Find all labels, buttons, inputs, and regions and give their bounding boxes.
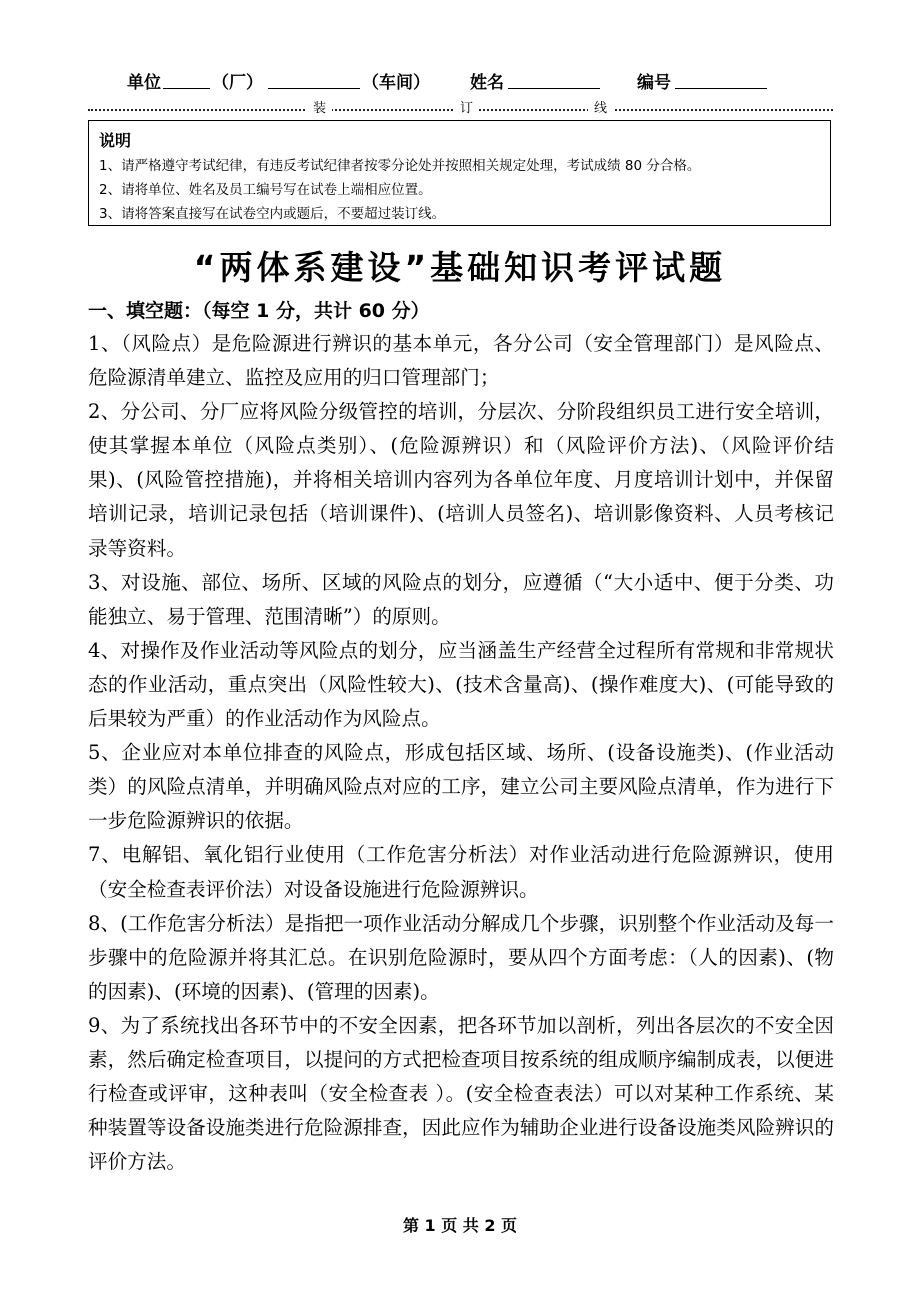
page-number: 第 1 页 共 2 页: [402, 1216, 518, 1235]
factory-label: （厂）: [212, 73, 263, 93]
question-item: 8、(工作危害分析法）是指把一项作业活动分解成几个步骤，识别整个作业活动及每一步骤中的危险源并将其汇总。在识别危险源时，要从四个方面考虑：（人的因素)、(物的因素)、(环境的因素)、(管理的因素)。: [88, 911, 834, 1003]
factory-blank[interactable]: [268, 88, 360, 89]
question-item: 3、对设施、部位、场所、区域的风险点的划分，应遵循（“大小适中、便于分类、功能独立、易于管理、范围清晰”）的原则。: [88, 570, 834, 628]
instruction-item: 2、请将单位、姓名及员工编号写在试卷上端相应位置。: [99, 182, 432, 198]
instructions-title: 说明: [99, 131, 132, 150]
instructions-box: [88, 120, 831, 226]
question-item: 9、为了系统找出各环节中的不安全因素，把各环节加以剖析，列出各层次的不安全因素，然后确定检查项目，以提问的方式把检查项目按系统的组成顺序编制成表，以便进行检查或评审，这种表叫（安全检查表 ）。(安全检查表法）可以对某种工作系统、某种装置等设备设施类进行危险源排查，因此应作为辅助企业进行设备设施类风险辨识的评价方法。: [88, 1013, 834, 1174]
unit-label: 单位: [127, 73, 161, 93]
name-blank[interactable]: [508, 88, 600, 89]
binding-line: [88, 100, 833, 122]
section-heading: 一、填空题：（每空 1 分，共计 60 分）: [88, 300, 430, 322]
binding-char-zhuang: 装: [307, 100, 332, 118]
name-label: 姓名: [470, 73, 504, 93]
exam-header-fields: [0, 64, 920, 94]
question-item: 4、对操作及作业活动等风险点的划分，应当涵盖生产经营全过程所有常规和非常规状态的作业活动，重点突出（风险性较大)、(技术含量高)、(操作难度大)、(可能导致的后果较为严重）的作业活动作为风险点。: [88, 638, 834, 731]
unit-blank[interactable]: [163, 88, 210, 89]
question-item: 5、企业应对本单位排查的风险点，形成包括区域、场所、(设备设施类)、(作业活动类）的风险点清单，并明确风险点对应的工序，建立公司主要风险点清单，作为进行下一步危险源辨识的依据。: [88, 741, 834, 833]
binding-char-xian: 线: [588, 100, 613, 118]
instruction-item: 1、请严格遵守考试纪律，有违反考试纪律者按零分论处并按照相关规定处理，考试成绩 80 分合格。: [99, 158, 701, 174]
id-blank[interactable]: [675, 88, 767, 89]
id-label: 编号: [637, 73, 671, 93]
question-item: 2、分公司、分厂应将风险分级管控的培训，分层次、分阶段组织员工进行安全培训，使其掌握本单位（风险点类别）、(危险源辨识）和（风险评价方法)、（风险评价结果)、(风险管控措施)，并将相关培训内容列为各单位年度、月度培训计划中，并保留培训记录，培训记录包括（培训课件)、(培训人员签名)、培训影像资料、人员考核记录等资料。: [88, 400, 834, 560]
page-title: “两体系建设”基础知识考评试题: [193, 248, 727, 287]
question-item: 1、（风险点）是危险源进行辨识的基本单元，各分公司（安全管理部门）是风险点、危险源清单建立、监控及应用的归口管理部门；: [88, 332, 834, 390]
workshop-label: （车间）: [362, 73, 430, 93]
instruction-item: 3、请将答案直接写在试卷空内或题后，不要超过装订线。: [99, 206, 446, 222]
question-item: 7、电解铝、氧化铝行业使用（工作危害分析法）对作业活动进行危险源辨识，使用（安全检查表评价法）对设备设施进行危险源辨识。: [88, 843, 834, 901]
binding-char-ding: 订: [454, 100, 479, 118]
question-list: [88, 327, 834, 1179]
